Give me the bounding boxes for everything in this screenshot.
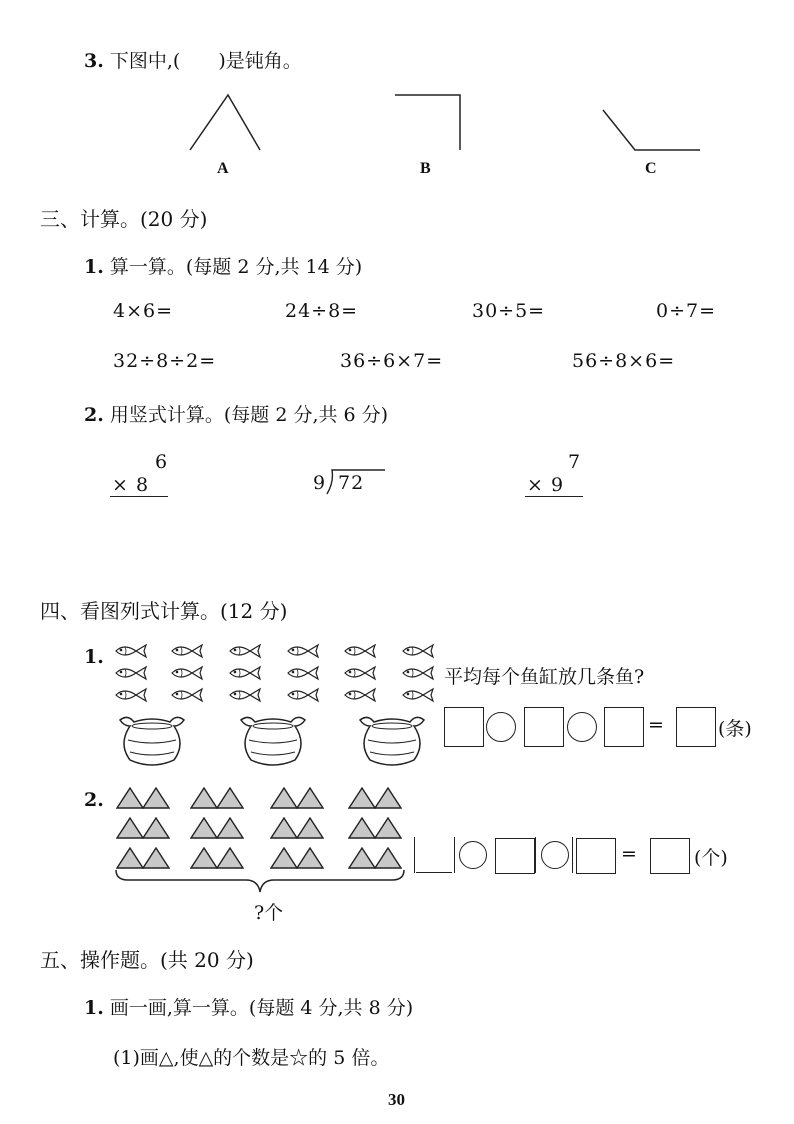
op1-text: 画一画,算一算。(每题 4 分,共 8 分) bbox=[109, 997, 414, 1019]
calc1-number: 1. bbox=[84, 256, 104, 278]
triangle-icon bbox=[270, 787, 298, 809]
vcalc3-top: 7 bbox=[568, 451, 582, 473]
pic1-unit: (条) bbox=[718, 718, 752, 740]
op1-heading bbox=[84, 993, 413, 1020]
operator-circle[interactable] bbox=[567, 712, 597, 742]
equals-sign: = bbox=[648, 714, 664, 736]
section5-title: 五、操作题。(共 20 分) bbox=[40, 948, 254, 972]
fish-bowl-icon bbox=[114, 714, 190, 770]
expr-6: 36÷6×7= bbox=[340, 350, 444, 372]
brace bbox=[114, 868, 406, 898]
vcalc3-bottom: × 9 bbox=[527, 474, 565, 496]
answer-box[interactable] bbox=[604, 707, 644, 747]
fish-icon bbox=[399, 687, 435, 703]
answer-box[interactable] bbox=[524, 707, 564, 747]
triangle-icon bbox=[270, 847, 298, 869]
vcalc1-rule bbox=[110, 496, 168, 497]
answer-box[interactable] bbox=[576, 838, 616, 874]
fish-icon bbox=[226, 643, 262, 659]
q3-number: 3. bbox=[84, 50, 104, 72]
fish-icon bbox=[226, 665, 262, 681]
expr-4: 0÷7= bbox=[656, 300, 717, 322]
answer-box[interactable] bbox=[444, 707, 484, 747]
fish-icon bbox=[399, 665, 435, 681]
angle-a bbox=[190, 95, 260, 150]
triangle-icon bbox=[216, 787, 244, 809]
answer-box[interactable] bbox=[416, 838, 452, 873]
fish-icon bbox=[168, 665, 204, 681]
fish-icon bbox=[226, 687, 262, 703]
triangle-icon bbox=[374, 847, 402, 869]
calc1-text: 算一算。(每题 2 分,共 14 分) bbox=[109, 256, 363, 278]
triangle-icon bbox=[374, 817, 402, 839]
triangle-icon bbox=[142, 817, 170, 839]
triangle-icon bbox=[348, 847, 376, 869]
fish-icon bbox=[399, 643, 435, 659]
triangle-icon bbox=[216, 847, 244, 869]
division-dividend: 72 bbox=[338, 472, 365, 494]
pic1-question: 平均每个鱼缸放几条鱼? bbox=[444, 666, 645, 688]
answer-box[interactable] bbox=[676, 707, 716, 747]
triangle-icon bbox=[348, 817, 376, 839]
pic1-number: 1. bbox=[84, 646, 104, 668]
answer-divider bbox=[572, 837, 573, 873]
vcalc3-rule bbox=[525, 496, 583, 497]
section4-title: 四、看图列式计算。(12 分) bbox=[40, 599, 288, 623]
triangle-icon bbox=[142, 787, 170, 809]
section3-title: 三、计算。(20 分) bbox=[40, 207, 208, 231]
triangle-icon bbox=[296, 817, 324, 839]
answer-divider bbox=[454, 837, 455, 873]
angle-label-a: A bbox=[217, 160, 229, 177]
angle-label-c: C bbox=[645, 160, 657, 177]
fish-icon bbox=[284, 643, 320, 659]
expr-1: 4×6= bbox=[113, 300, 174, 322]
pic2-unit: (个) bbox=[694, 847, 728, 869]
triangle-icon bbox=[190, 817, 218, 839]
expr-2: 24÷8= bbox=[285, 300, 359, 322]
op1-sub1: (1)画△,使△的个数是☆的 5 倍。 bbox=[113, 1047, 390, 1069]
expr-3: 30÷5= bbox=[472, 300, 546, 322]
triangle-icon bbox=[270, 817, 298, 839]
calc1-heading bbox=[84, 252, 362, 279]
fish-icon bbox=[168, 687, 204, 703]
triangle-icon bbox=[116, 817, 144, 839]
fish-icon bbox=[112, 687, 148, 703]
triangle-icon bbox=[348, 787, 376, 809]
equals-sign: = bbox=[621, 843, 637, 865]
pic2-number: 2. bbox=[84, 789, 104, 811]
vcalc1-top: 6 bbox=[155, 451, 169, 473]
op1-number: 1. bbox=[84, 997, 104, 1019]
calc2-number: 2. bbox=[84, 404, 104, 426]
angle-b bbox=[395, 95, 460, 150]
triangle-icon bbox=[142, 847, 170, 869]
division-divisor: 9 bbox=[313, 472, 327, 494]
angle-c bbox=[603, 110, 700, 150]
triangle-icon bbox=[296, 847, 324, 869]
triangle-icon bbox=[216, 817, 244, 839]
page-number: 30 bbox=[388, 1090, 405, 1109]
fish-icon bbox=[112, 665, 148, 681]
vcalc1-bottom: × 8 bbox=[112, 474, 150, 496]
fish-icon bbox=[284, 665, 320, 681]
expr-7: 56÷8×6= bbox=[572, 350, 676, 372]
fish-icon bbox=[284, 687, 320, 703]
triangle-icon bbox=[374, 787, 402, 809]
calc2-heading bbox=[84, 400, 388, 427]
answer-box[interactable] bbox=[650, 838, 690, 874]
brace-label: ?个 bbox=[254, 902, 284, 924]
triangle-icon bbox=[116, 847, 144, 869]
fish-bowl-icon bbox=[354, 714, 430, 770]
fish-icon bbox=[341, 643, 377, 659]
operator-circle[interactable] bbox=[541, 841, 569, 869]
fish-icon bbox=[341, 665, 377, 681]
fish-bowl-icon bbox=[235, 714, 311, 770]
angle-label-b: B bbox=[420, 160, 431, 177]
operator-circle[interactable] bbox=[459, 841, 487, 869]
triangle-icon bbox=[116, 787, 144, 809]
answer-divider bbox=[535, 837, 536, 873]
calc2-text: 用竖式计算。(每题 2 分,共 6 分) bbox=[109, 404, 389, 426]
fish-icon bbox=[341, 687, 377, 703]
answer-divider bbox=[414, 837, 415, 873]
fish-icon bbox=[112, 643, 148, 659]
answer-box[interactable] bbox=[495, 838, 535, 874]
expr-5: 32÷8÷2= bbox=[113, 350, 217, 372]
triangle-icon bbox=[190, 787, 218, 809]
q3-heading bbox=[84, 46, 302, 73]
operator-circle[interactable] bbox=[486, 712, 516, 742]
triangle-icon bbox=[190, 847, 218, 869]
q3-text: 下图中,( )是钝角。 bbox=[109, 50, 302, 72]
fish-icon bbox=[168, 643, 204, 659]
triangle-icon bbox=[296, 787, 324, 809]
angle-figures bbox=[180, 88, 720, 158]
